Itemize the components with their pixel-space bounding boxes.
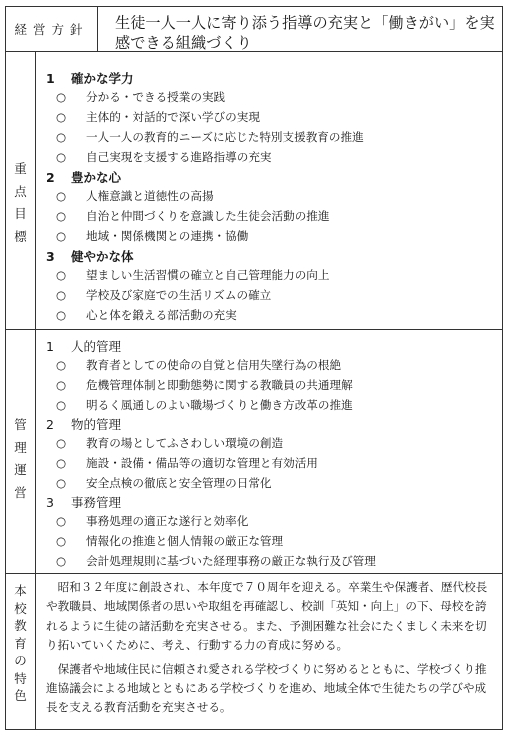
- goal-section-heading: 2 豊かな心: [46, 170, 122, 185]
- goals-label: 重 点 目 標: [14, 161, 27, 244]
- goal-item: ○ 自治と仲間づくりを意識した生徒会活動の推進: [56, 209, 330, 223]
- goal-item: ○ 一人一人の教育的ニーズに応じた特別支援教育の推進: [56, 130, 364, 144]
- school-policy-table: [5, 6, 503, 730]
- management-section-heading: 1 人的管理: [46, 339, 122, 354]
- goal-item: ○ 人権意識と道徳性の高揚: [56, 189, 214, 203]
- goal-item: ○ 心と体を鍛える部活動の充実: [56, 308, 237, 322]
- management-item: ○ 教育の場としてふさわしい環境の創造: [56, 436, 284, 450]
- management-section-heading: 2 物的管理: [46, 417, 122, 432]
- goal-item: ○ 地域・関係機関との連携・協働: [56, 229, 249, 243]
- management-item: ○ 情報化の推進と個人情報の厳正な管理: [56, 534, 284, 548]
- management-item: ○ 事務処理の適正な遂行と効率化: [56, 514, 249, 528]
- management-item: ○ 危機管理体制と即動態勢に関する教職員の共通理解: [56, 378, 353, 392]
- label-column-divider: [35, 51, 36, 730]
- features-label: 本 校 教 育 の 特 色: [14, 583, 27, 703]
- management-item: ○ 施設・設備・備品等の適切な管理と有効活用: [56, 456, 318, 470]
- goal-section-heading: 1 確かな学力: [46, 71, 134, 86]
- management-section-heading: 3 事務管理: [46, 495, 122, 510]
- management-item: ○ 安全点検の徹底と安全管理の日常化: [56, 476, 272, 490]
- goal-item: ○ 主体的・対話的で深い学びの実現: [56, 110, 260, 124]
- row-divider: [6, 573, 502, 574]
- features-paragraph: 昭和３２年度に創設され、本年度で７０周年を迎える。卒業生や保護者、歴代校長や教職員、地域関係者の思いや取組を再確認し、校訓「英知・向上」の下、母校を誇れるように生徒の諸活動を充実させる。また、予測困難な社会にたくましく未来を切り拓いていくために、考え、行動する力の育成に努める。: [46, 580, 488, 653]
- goal-item: ○ 自己実現を支援する進路指導の充実: [56, 150, 272, 164]
- row-divider: [6, 329, 502, 330]
- policy-text: 生徒一人一人に寄り添う指導の充実と「働きがい」を実感できる組織づくり: [115, 14, 495, 52]
- goal-item: ○ 望ましい生活習慣の確立と自己管理能力の向上: [56, 268, 330, 282]
- goal-section-heading: 3 健やかな体: [46, 249, 134, 264]
- goal-item: ○ 学校及び家庭での生活リズムの確立: [56, 288, 272, 302]
- management-item: ○ 会計処理規則に基づいた経理事務の厳正な執行及び管理: [56, 554, 376, 568]
- policy-column-divider: [97, 7, 98, 51]
- policy-label: 経営方針: [14, 22, 89, 37]
- features-paragraph: 保護者や地域住民に信頼され愛される学校づくりに努めるとともに、学校づくり推進協議会による地域とともにある学校づくりを進め、地域全体で生徒たちの学びや成長を支える教育活動を充実させる。: [46, 661, 487, 715]
- management-label: 管 理 運 営: [14, 417, 27, 500]
- management-item: ○ 教育者としての使命の自覚と信用失墜行為の根絶: [56, 358, 342, 372]
- features-text: [46, 578, 492, 718]
- management-item: ○ 明るく風通しのよい職場づくりと働き方改革の推進: [56, 398, 353, 412]
- goal-item: ○ 分かる・できる授業の実践: [56, 90, 226, 104]
